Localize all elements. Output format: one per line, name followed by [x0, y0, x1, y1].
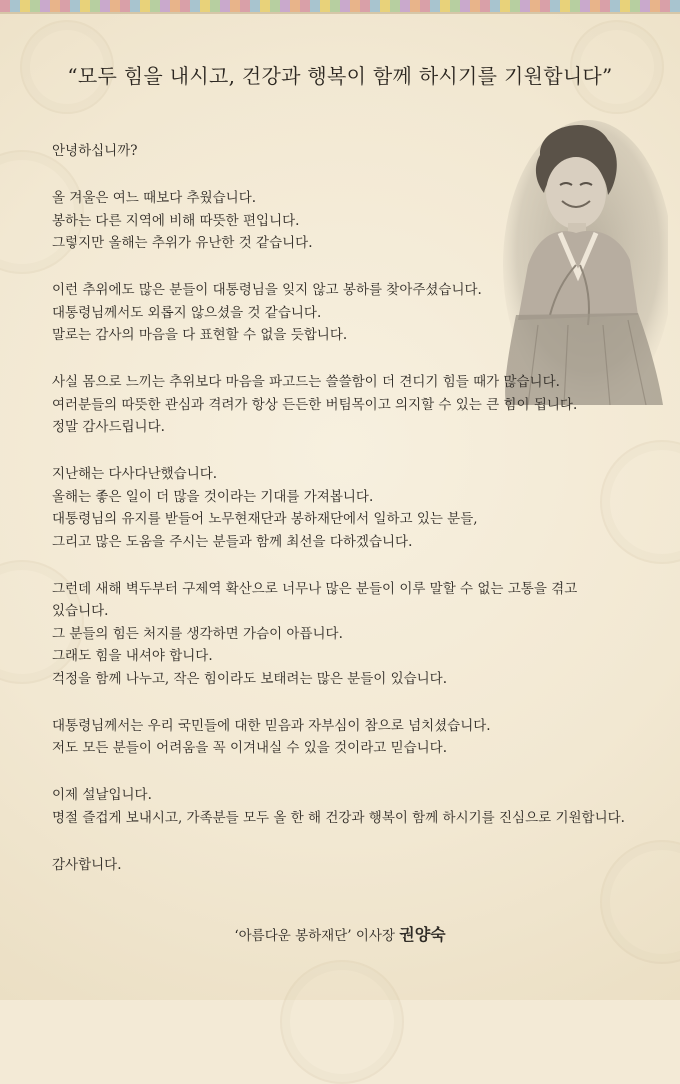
- letter-line: 그런데 새해 벽두부터 구제역 확산으로 너무나 많은 분들이 이루 말할 수 없는 고통을 겪고: [52, 580, 578, 597]
- letter-paragraph: [52, 463, 672, 553]
- letter-body: [52, 140, 672, 901]
- letter-line: 사실 몸으로 느끼는 추위보다 마음을 파고드는 쓸쓸함이 더 견디기 힘들 때가 많습니다.: [52, 374, 560, 390]
- letter-paragraph: [52, 578, 672, 691]
- signature: [0, 922, 680, 945]
- letter-line: 올 겨울은 여느 때보다 추웠습니다.: [52, 190, 257, 206]
- letter-line: 그리고 많은 도움을 주시는 분들과 함께 최선을 다하겠습니다.: [52, 533, 413, 550]
- letter-line: 감사합니다.: [52, 856, 122, 873]
- letter-line: 이런 추위에도 많은 분들이 대통령님을 잊지 않고 봉하를 찾아주셨습니다.: [52, 282, 482, 298]
- signature-name: 권양숙: [399, 925, 446, 944]
- letter-paragraph: [52, 715, 672, 760]
- letter-line: 그렇지만 올해는 추위가 유난한 것 같습니다.: [52, 235, 313, 251]
- letter-line: 대통령님께서도 외롭지 않으셨을 것 같습니다.: [52, 304, 322, 321]
- letter-line: 여러분들의 따뜻한 관심과 격려가 항상 든든한 버팀목이고 의지할 수 있는 큰 힘이 됩니다.: [52, 396, 578, 413]
- top-decorative-band: [0, 0, 680, 14]
- letter-line: 걱정을 함께 나누고, 작은 힘이라도 보태려는 많은 분들이 있습니다.: [52, 670, 448, 687]
- letter-paragraph: [52, 371, 672, 439]
- letter-line: 안녕하십니까?: [52, 143, 138, 159]
- letter-line: 봉하는 다른 지역에 비해 따뜻한 편입니다.: [52, 212, 300, 229]
- letter-paragraph: [52, 187, 672, 255]
- letter-line: 명절 즐겁게 보내시고, 가족분들 모두 올 한 해 건강과 행복이 함께 하시기를 진심으로 기원합니다.: [52, 809, 625, 826]
- letter-line: 그래도 힘을 내셔야 합니다.: [52, 648, 213, 664]
- letter-line: 있습니다.: [52, 603, 109, 619]
- decorative-circle-pattern: [280, 960, 404, 1084]
- letter-line: 대통령님께서는 우리 국민들에 대한 믿음과 자부심이 참으로 넘치셨습니다.: [52, 717, 491, 734]
- letter-paragraph: [52, 279, 672, 347]
- letter-line: 저도 모든 분들이 어려움을 꼭 이겨내실 수 있을 것이라고 믿습니다.: [52, 740, 448, 756]
- letter-headline: “모두 힘을 내시고, 건강과 행복이 함께 하시기를 기원합니다”: [67, 64, 613, 88]
- letter-line: 대통령님의 유지를 받들어 노무현재단과 봉하재단에서 일하고 있는 분들,: [52, 511, 478, 527]
- letter-paragraph: [52, 784, 672, 829]
- letter-line: 정말 감사드립니다.: [52, 419, 165, 435]
- letter-line: 지난해는 다사다난했습니다.: [52, 466, 218, 482]
- letter-line: 올해는 좋은 일이 더 많을 것이라는 기대를 가져봅니다.: [52, 488, 374, 505]
- letter-paragraph: [52, 854, 672, 877]
- letter-line: 이제 설날입니다.: [52, 787, 152, 803]
- letter-paragraph: [52, 140, 672, 163]
- signature-organization: ‘아름다운 봉하재단’ 이사장: [234, 928, 395, 944]
- letter-line: 말로는 감사의 마음을 다 표현할 수 없을 듯합니다.: [52, 327, 348, 343]
- letter-line: 그 분들의 힘든 처지를 생각하면 가슴이 아픕니다.: [52, 625, 343, 642]
